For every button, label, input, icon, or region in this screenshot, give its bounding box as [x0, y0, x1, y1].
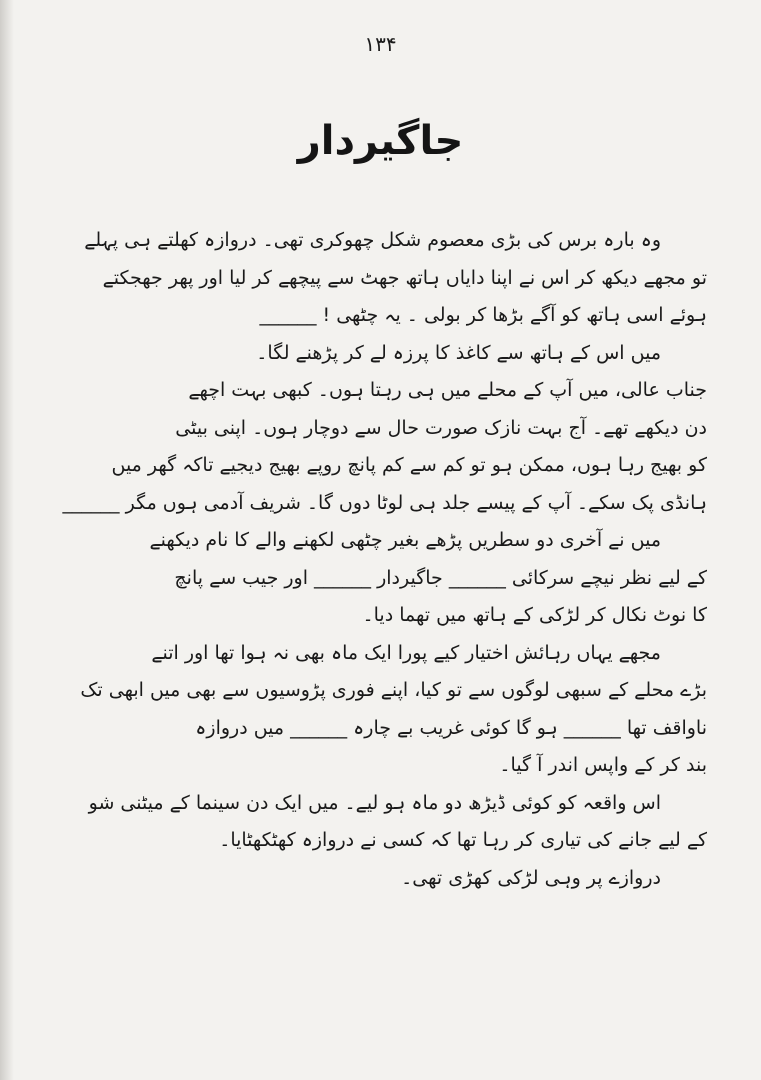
text-line: مجھے یہاں رہائش اختیار کیے پورا ایک ماہ بھی نہ ہوا تھا اور اتنے [151, 641, 661, 664]
text-line: ناواقف تھا ______ ہو گا کوئی غریب بے چارہ ______ میں دروازہ [195, 716, 707, 739]
text-line: کو بھیج رہا ہوں، ممکن ہو تو کم سے کم پانچ روپے بھیج دیجیے تاکہ گھر میں [111, 454, 707, 476]
text-line: ہوئے اسی ہاتھ کو آگے بڑھا کر بولی ۔ یہ چٹھی ! ______ [259, 304, 707, 326]
text-line: میں اس کے ہاتھ سے کاغذ کا پرزہ لے کر پڑھنے لگا۔ [256, 341, 661, 364]
text-line: وہ بارہ برس کی بڑی معصوم شکل چھوکری تھی۔ دروازہ کھلتے ہی پہلے [84, 229, 661, 251]
text-line: دن دیکھے تھے۔ آج بہت نازک صورت حال سے دوچار ہوں۔ اپنی بیٹی [175, 416, 707, 439]
text-line: دروازے پر وہی لڑکی کھڑی تھی۔ [401, 866, 661, 889]
body-text [62, 222, 707, 897]
text-line: تو مجھے دیکھ کر اس نے اپنا دایاں ہاتھ جھٹ سے پیچھے کر لیا اور پھر جھجکتے [102, 266, 707, 289]
text-line: جناب عالی، میں آپ کے محلے میں ہی رہتا ہوں۔ کبھی بہت اچھے [188, 379, 707, 401]
text-line: کے لیے نظر نیچے سرکائی ______ جاگیردار ______ اور جیب سے پانچ [174, 566, 707, 589]
page-number: ۱۳۴ [364, 32, 397, 56]
text-line: بند کر کے واپس اندر آ گیا۔ [499, 754, 707, 776]
text-line: کا نوٹ نکال کر لڑکی کے ہاتھ میں تھما دیا۔ [362, 604, 707, 626]
text-line: ہانڈی پک سکے۔ آپ کے پیسے جلد ہی لوٹا دوں گا۔ شریف آدمی ہوں مگر ______ [62, 491, 707, 514]
chapter-title: جاگیردار [297, 118, 464, 164]
text-line: کے لیے جانے کی تیاری کر رہا تھا کہ کسی نے دروازہ کھٹکھٹایا۔ [219, 829, 707, 851]
text-line: بڑے محلے کے سبھی لوگوں سے تو کیا، اپنے فوری پڑوسیوں سے بھی میں ابھی تک [80, 679, 707, 701]
text-line: اس واقعہ کو کوئی ڈیڑھ دو ماہ ہو لیے۔ میں ایک دن سینما کے میٹنی شو [88, 791, 661, 814]
text-line: میں نے آخری دو سطریں پڑھے بغیر چٹھی لکھنے والے کا نام دیکھنے [149, 529, 661, 551]
